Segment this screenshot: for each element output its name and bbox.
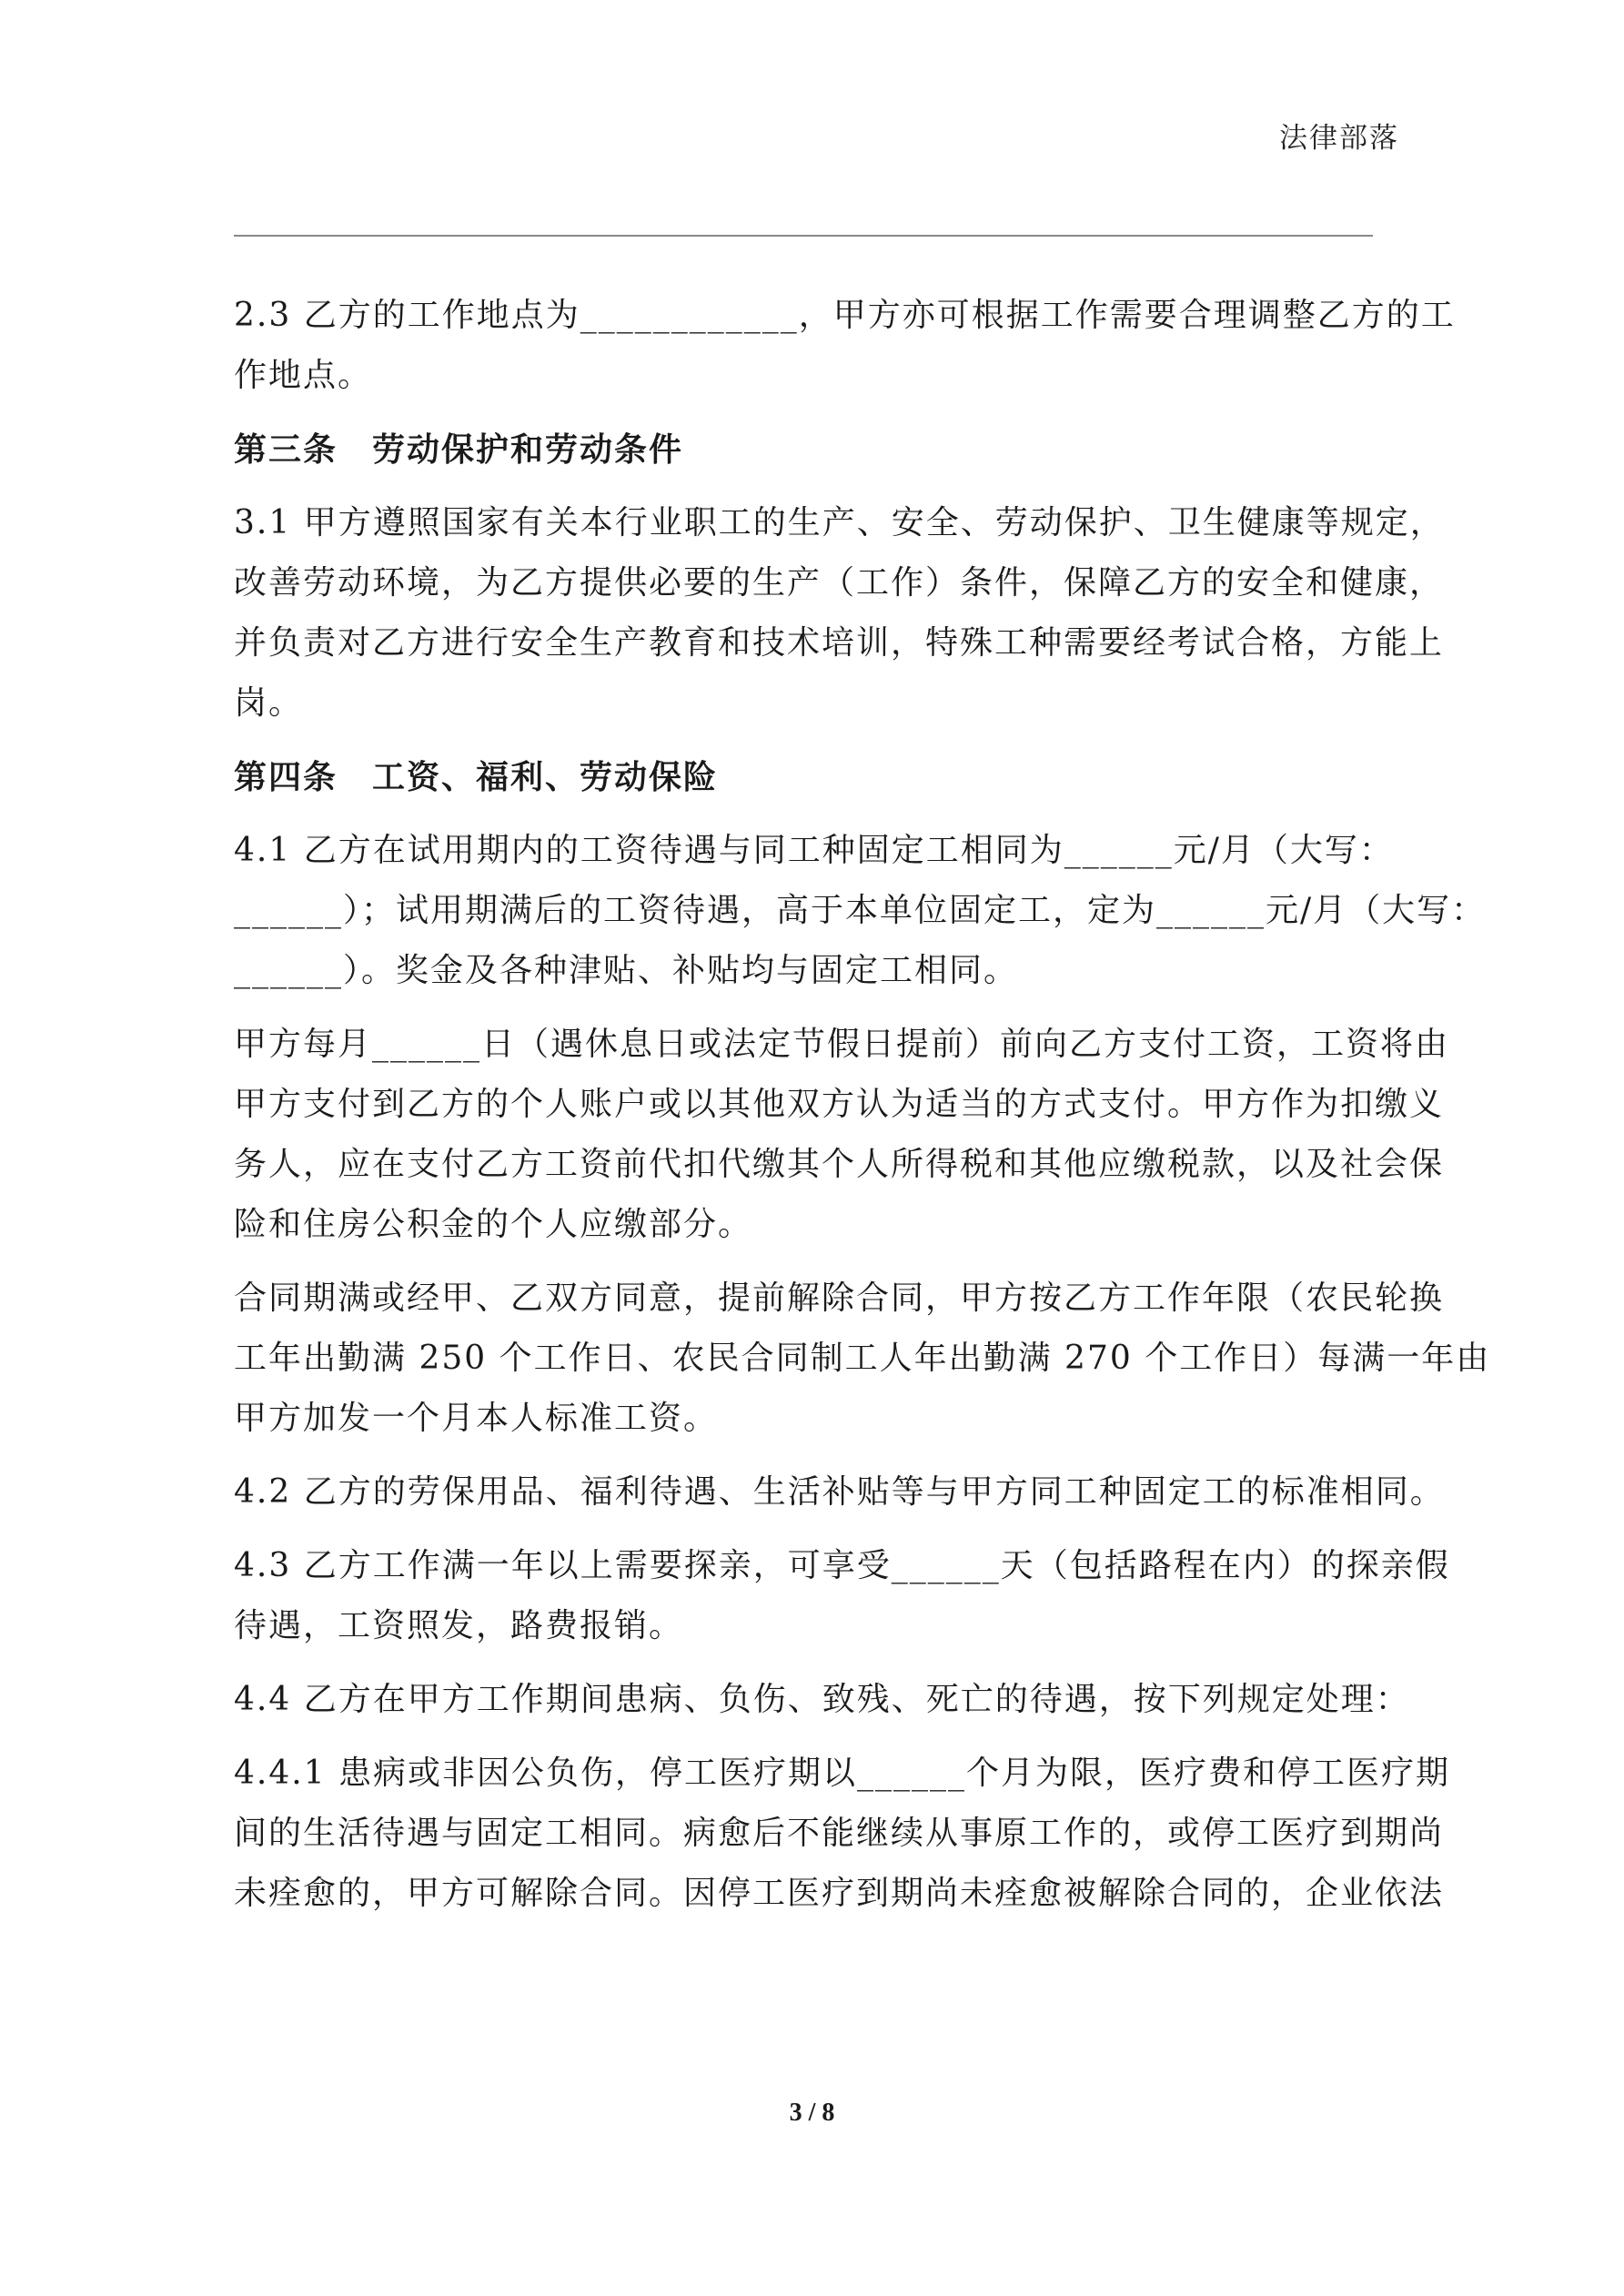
page-number: 3 / 8 [789,2099,835,2127]
clause-4-4-1 [234,1744,1451,1924]
clause-4-3 [234,1536,1450,1656]
text-line: 4.2 乙方的劳保用品、福利待遇、生活补贴等与甲方同工种固定工的标准相同。 [234,1473,1445,1511]
text-line: 甲方支付到乙方的个人账户或以其他双方认为适当的方式支付。甲方作为扣缴义 [234,1086,1445,1123]
text-line: 3.1 甲方遵照国家有关本行业职工的生产、安全、劳动保护、卫生健康等规定， [234,504,1445,541]
text-line: 改善劳动环境，为乙方提供必要的生产（工作）条件，保障乙方的安全和健康， [234,564,1445,602]
text-line: 甲方每月______日（遇休息日或法定节假日提前）前向乙方支付工资，工资将由 [234,1026,1450,1063]
clause-3-1 [234,493,1445,733]
text-line: 间的生活待遇与固定工相同。病愈后不能继续从事原工作的，或停工医疗到期尚 [234,1815,1445,1852]
page-header-title: 法律部落 [1279,122,1399,155]
text-line: 未痊愈的，甲方可解除合同。因停工医疗到期尚未痊愈被解除合同的，企业依法 [234,1875,1445,1912]
text-line: 4.3 乙方工作满一年以上需要探亲，可享受______天（包括路程在内）的探亲假 [234,1547,1450,1584]
article-3-heading: 第三条 劳动保护和劳动条件 [234,430,684,469]
text-line: 作地点。 [234,357,373,394]
text-line: 4.1 乙方在试用期内的工资待遇与同工种固定工相同为______元/月（大写： [234,832,1394,869]
text-line: 险和住房公积金的个人应缴部分。 [234,1206,753,1243]
text-line: 2.3 乙方的工作地点为____________，甲方亦可根据工作需要合理调整乙方的工 [234,297,1456,334]
clause-4-1 [234,821,1487,1001]
clause-4-4 [234,1670,1410,1730]
text-line: 4.4.1 患病或非因公负伤，停工医疗期以______个月为限，医疗费和停工医疗期 [234,1755,1451,1792]
text-line: 岗。 [234,684,304,722]
text-line: 务人，应在支付乙方工资前代扣代缴其个人所得税和其他应缴税款，以及社会保 [234,1146,1445,1183]
text-line: 4.4 乙方在甲方工作期间患病、负伤、致残、死亡的待遇，按下列规定处理： [234,1681,1410,1718]
text-line: ______）；试用期满后的工资待遇，高于本单位固定工，定为______元/月（大写： [234,892,1487,929]
payment-paragraph [234,1015,1450,1255]
text-line: 合同期满或经甲、乙双方同意，提前解除合同，甲方按乙方工作年限（农民轮换 [234,1279,1445,1317]
text-line: 工年出勤满 250 个工作日、农民合同制工人年出勤满 270 个工作日）每满一年由 [234,1340,1491,1377]
text-line: 甲方加发一个月本人标准工资。 [234,1400,719,1437]
text-line: 待遇，工资照发，路费报销。 [234,1607,684,1644]
clause-4-2 [234,1462,1445,1522]
text-line: ______）。奖金及各种津贴、补贴均与固定工相同。 [234,952,1019,989]
clause-2-3 [234,286,1456,406]
termination-paragraph [234,1269,1491,1449]
article-4-heading: 第四条 工资、福利、劳动保险 [234,758,719,796]
header-divider [234,235,1373,237]
text-line: 并负责对乙方进行安全生产教育和技术培训，特殊工种需要经考试合格，方能上 [234,624,1445,662]
document-body [234,286,1491,1937]
